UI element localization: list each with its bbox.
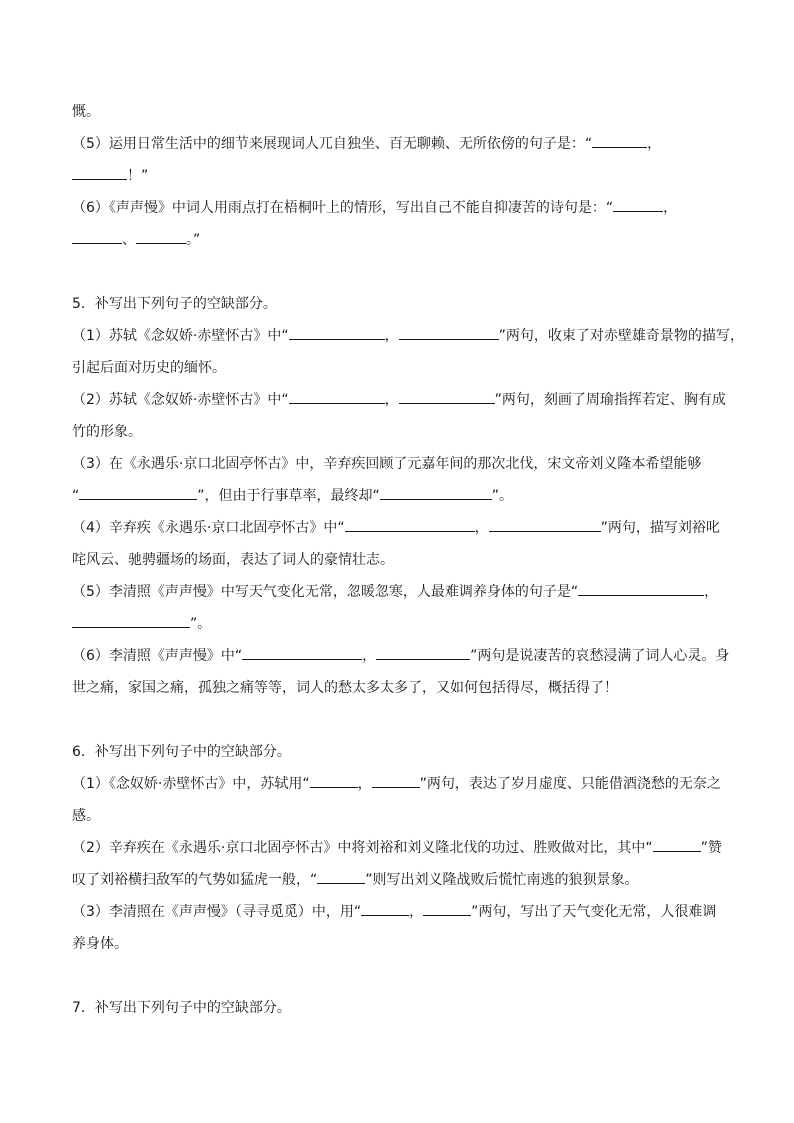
text: ， (474, 520, 489, 536)
text-line (72, 608, 728, 640)
fill-blank[interactable] (380, 482, 492, 500)
text: ”两句，收束了对赤壁雄奇景物的描写， (498, 328, 744, 344)
text: 咤风云、驰骋疆场的场面，表达了词人的豪情壮志。 (72, 552, 394, 568)
fill-blank[interactable] (653, 834, 701, 852)
text-line (72, 384, 728, 416)
text-line (72, 544, 728, 576)
fill-blank[interactable] (613, 194, 663, 212)
text: 竹的形象。 (72, 424, 142, 440)
text-line (72, 576, 728, 608)
text: （3）在《永遇乐·京口北固亭怀古》中，辛弃疾回顾了元嘉年间的那次北伐，宋文帝刘义隆本希望能够 (72, 456, 702, 472)
text: （3）李清照在《声声慢》（寻寻觅觅）中，用“ (72, 904, 362, 920)
fill-blank[interactable] (242, 642, 362, 660)
fill-blank[interactable] (578, 578, 704, 596)
text-line (72, 224, 728, 256)
text: 慨。 (72, 104, 100, 120)
text: 。” (186, 232, 201, 248)
fill-blank[interactable] (72, 610, 190, 628)
fill-blank[interactable] (317, 866, 365, 884)
text-line (72, 768, 728, 800)
fill-blank[interactable] (399, 322, 499, 340)
fill-blank[interactable] (399, 386, 495, 404)
text: 6．补写出下列句子中的空缺部分。 (72, 744, 291, 760)
text-line (72, 192, 728, 224)
text-line (72, 832, 728, 864)
text-line (72, 448, 728, 480)
text-line (72, 352, 728, 384)
text-line (72, 896, 728, 928)
fill-blank[interactable] (361, 898, 409, 916)
text: ， (384, 328, 399, 344)
text-line (72, 96, 728, 128)
text: （1）苏轼《念奴娇·赤壁怀古》中“ (72, 328, 289, 344)
question-heading (72, 288, 728, 320)
text: （4）辛弃疾《永遇乐·京口北固亭怀古》中“ (72, 520, 345, 536)
text: （5）运用日常生活中的细节来展现词人兀自独坐、百无聊赖、无所依傍的句子是：“ (72, 136, 593, 152)
text: ”两句是说凄苦的哀愁浸满了词人心灵。身 (470, 648, 730, 664)
fill-blank[interactable] (376, 642, 470, 660)
text: （2）苏轼《念奴娇·赤壁怀古》中“ (72, 392, 289, 408)
text: 7．补写出下列句子中的空缺部分。 (72, 1000, 291, 1016)
text: ！” (127, 168, 149, 184)
text-line (72, 800, 728, 832)
text: 5．补写出下列句子的空缺部分。 (72, 296, 277, 312)
text: 叹了刘裕横扫敌军的气势如猛虎一般，“ (72, 872, 318, 888)
text-line (72, 128, 728, 160)
fill-blank[interactable] (592, 130, 647, 148)
fill-blank[interactable] (289, 322, 385, 340)
text: 引起后面对历史的缅怀。 (72, 360, 226, 376)
question-heading (72, 736, 728, 768)
text: 世之痛，家国之痛，孤独之痛等等，词人的愁太多太多了，又如何包括得尽，概括得了！ (72, 680, 618, 696)
text: ”，但由于行事草率，最终却“ (197, 488, 380, 504)
text: （5）李清照《声声慢》中写天气变化无常，忽暖忽寒，人最难调养身体的句子是“ (72, 584, 579, 600)
text-line (72, 928, 728, 960)
text: （2）辛弃疾在《永遇乐·京口北固亭怀古》中将刘裕和刘义隆北伐的功过、胜败做对比，其中“ (72, 840, 653, 856)
text: ”。 (190, 616, 212, 632)
fill-blank[interactable] (310, 770, 358, 788)
text-line (72, 864, 728, 896)
text: （6）李清照《声声慢》中“ (72, 648, 243, 664)
text-line (72, 512, 728, 544)
text: ”两句，表达了岁月虚度、只能借酒浇愁的无奈之 (419, 776, 721, 792)
text: ”。 (491, 488, 514, 504)
text: ， (704, 584, 719, 600)
document-page (72, 96, 744, 1024)
text: （6）《声声慢》中词人用雨点打在梧桐叶上的情形，写出自己不能自抑凄苦的诗句是：“ (72, 200, 614, 216)
text-line (72, 480, 728, 512)
text: ”两句，写出了天气变化无常，人很难调 (471, 904, 717, 920)
text: 、 (122, 232, 136, 248)
text: ， (647, 136, 662, 152)
text: ”则写出刘义隆战败后慌忙南逃的狼狈景象。 (365, 872, 639, 888)
fill-blank[interactable] (79, 482, 197, 500)
text: ”赞 (700, 840, 722, 856)
fill-blank[interactable] (72, 162, 127, 180)
text: ”两句，刻画了周瑜指挥若定、胸有成 (494, 392, 726, 408)
text: ， (362, 648, 377, 664)
text: “ (72, 488, 80, 504)
text-line (72, 640, 728, 672)
text: ， (357, 776, 372, 792)
fill-blank[interactable] (72, 226, 122, 244)
question-heading (72, 992, 728, 1024)
text: ， (409, 904, 424, 920)
text: 养身体。 (72, 936, 128, 952)
text: ”两句，描写刘裕叱 (600, 520, 720, 536)
fill-blank[interactable] (136, 226, 186, 244)
fill-blank[interactable] (345, 514, 475, 532)
fill-blank[interactable] (289, 386, 385, 404)
text: （1）《念奴娇·赤壁怀古》中，苏轼用“ (72, 776, 310, 792)
text-line (72, 160, 728, 192)
text: ， (663, 200, 678, 216)
text: ， (384, 392, 399, 408)
fill-blank[interactable] (489, 514, 601, 532)
text-line (72, 320, 744, 352)
text-line (72, 672, 728, 704)
fill-blank[interactable] (423, 898, 471, 916)
text-line (72, 416, 728, 448)
fill-blank[interactable] (372, 770, 420, 788)
text: 感。 (72, 808, 100, 824)
